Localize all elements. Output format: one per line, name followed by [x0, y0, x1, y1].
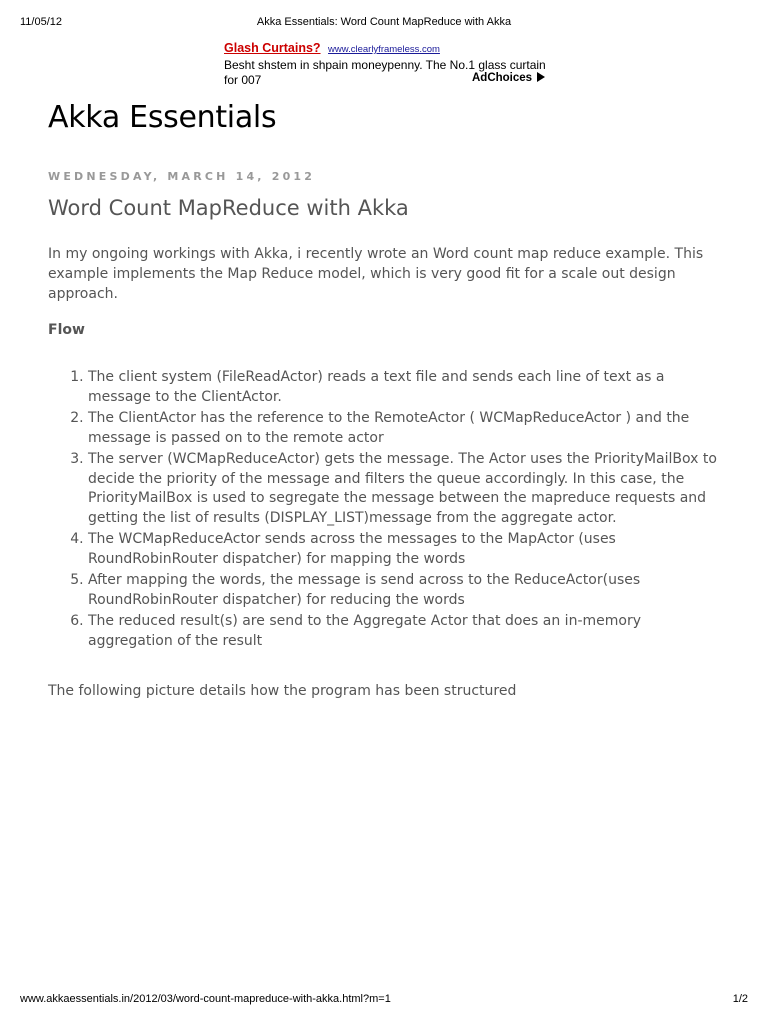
print-footer	[20, 993, 748, 1009]
print-date: 11/05/12	[20, 16, 63, 28]
ad-choices-label: AdChoices	[472, 72, 533, 84]
flow-item: 3. The server (WCMapReduceActor) gets the message. The Actor uses the PriorityMailBox to decide the priority of the message and filters the queue accordingly. In this case, the PriorityMailBox is used to segregate the message between the mapreduce requests and getting the list of results (DISPLAY_LIST)message from the aggregate actor.	[88, 450, 728, 528]
ad-url-link[interactable]: www.clearlyframeless.com	[328, 44, 440, 55]
ad-title-link[interactable]: Glash Curtains?	[224, 41, 321, 55]
post-title[interactable]: Word Count MapReduce with Akka	[48, 196, 409, 220]
post-body	[48, 244, 728, 701]
ad-choices-link[interactable]	[472, 72, 545, 84]
post-outro: The following picture details how the program has been structured	[48, 683, 517, 699]
flow-item: 6. The reduced result(s) are send to the Aggregate Actor that does an in-memory aggregation of the result	[88, 612, 728, 651]
print-footer-url: www.akkaessentials.in/2012/03/word-count-mapreduce-with-akka.html?m=1	[20, 993, 391, 1005]
print-page-number: 1/2	[732, 993, 748, 1005]
blog-title[interactable]: Akka Essentials	[48, 100, 277, 135]
ad-body: Besht shstem in shpain moneypenny. The No.1 glass curtain for 007	[224, 58, 546, 87]
ad-choices-icon	[537, 72, 545, 82]
flow-item: 4. The WCMapReduceActor sends across the messages to the MapActor (uses RoundRobinRouter dispatcher) for mapping the words	[88, 530, 728, 569]
flow-item: 2. The ClientActor has the reference to the RemoteActor ( WCMapReduceActor ) and the message is passed on to the remote actor	[88, 409, 728, 448]
flow-item: 5. After mapping the words, the message is send across to the ReduceActor(uses RoundRobinRouter dispatcher) for reducing the words	[88, 571, 728, 610]
ad-headline	[224, 40, 554, 58]
flow-item: 1. The client system (FileReadActor) reads a text file and sends each line of text as a message to the ClientActor.	[88, 368, 728, 407]
ad-banner	[224, 40, 554, 88]
post-intro: In my ongoing workings with Akka, i recently wrote an Word count map reduce example. This example implements the Map Reduce model, which is very good fit for a scale out design approach.	[48, 246, 704, 302]
post-date: WEDNESDAY, MARCH 14, 2012	[48, 170, 316, 183]
print-document-title: Akka Essentials: Word Count MapReduce with Akka	[256, 16, 512, 28]
flow-heading: Flow	[48, 322, 85, 338]
flow-list	[48, 368, 728, 651]
print-header	[20, 16, 748, 32]
